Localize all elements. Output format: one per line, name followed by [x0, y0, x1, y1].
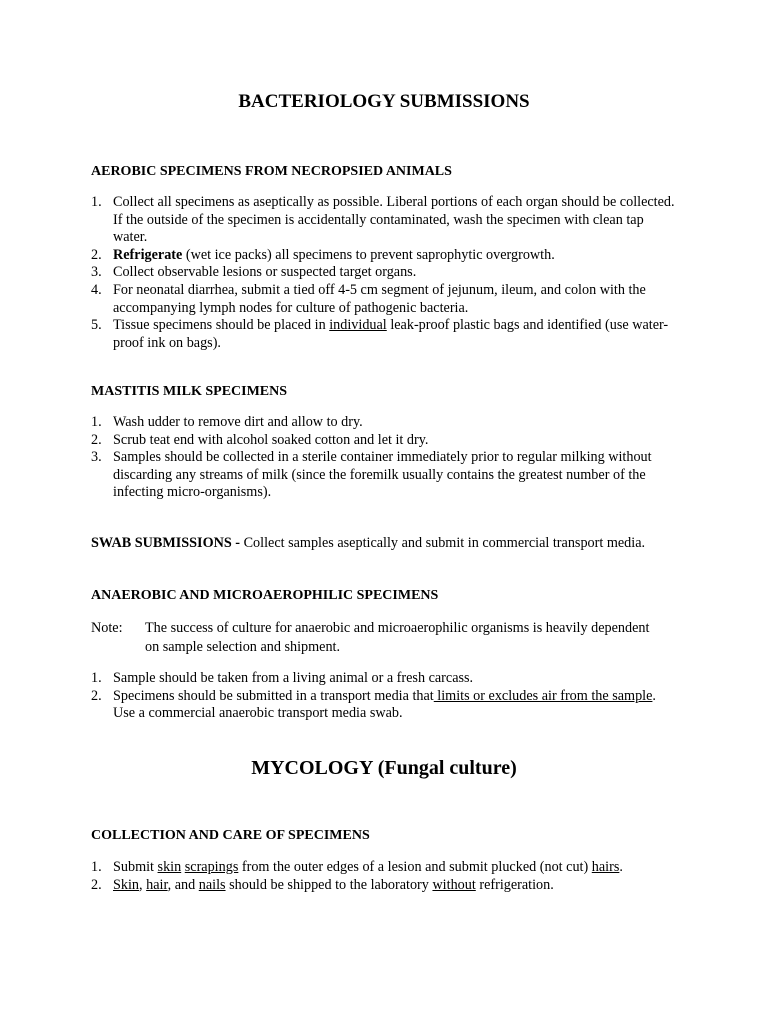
list-item	[91, 414, 681, 432]
underlined-text: nails	[198, 876, 226, 893]
list-number: 5.	[91, 317, 102, 334]
list-item-text: (wet ice packs) all specimens to prevent saprophytic overgrowth.	[182, 246, 555, 263]
page-title: BACTERIOLOGY SUBMISSIONS	[238, 91, 530, 112]
list-item-text: ,	[139, 876, 147, 893]
list-item	[91, 317, 681, 352]
list-number: 1.	[91, 194, 102, 210]
list-number: 2.	[91, 876, 102, 893]
list-item	[91, 859, 681, 877]
list-item-text: For neonatal diarrhea, submit a tied off 4-5 cm segment of jejunum, ileum, and colon with the accompanying lymph nodes for culture of pathogenic bacteria.	[113, 281, 646, 316]
list-item	[91, 670, 681, 688]
paragraph-text: Collect samples aseptically and submit in commercial transport media.	[240, 535, 646, 551]
note-label: Note:	[91, 620, 123, 636]
list-item	[91, 194, 681, 247]
section-heading-swab: SWAB SUBMISSIONS -	[91, 535, 241, 551]
underlined-text: hair	[146, 876, 168, 893]
list-item-text: Samples should be collected in a sterile container immediately prior to regular milking without discarding any streams of milk (since the foremilk usually contains the greatest number of the infecting micro-organisms).	[113, 449, 652, 501]
underlined-text: without	[432, 876, 476, 893]
list-item-text: Tissue specimens should be placed in	[113, 317, 330, 334]
list-number: 2.	[91, 687, 102, 704]
list-item-text: Sample should be taken from a living animal or a fresh carcass.	[113, 670, 474, 686]
list-item-text: should be shipped to the laboratory	[225, 876, 433, 893]
bold-text: Refrigerate	[113, 246, 183, 263]
list-number: 1.	[91, 414, 102, 430]
list-item	[91, 264, 681, 282]
underlined-text: individual	[329, 317, 387, 334]
list-number: 1.	[91, 670, 102, 686]
list-number: 1.	[91, 859, 102, 875]
section-heading-anaerobic: ANAEROBIC AND MICROAEROPHILIC SPECIMENS	[91, 588, 439, 603]
underlined-text: Skin	[113, 876, 140, 893]
mycology-title: MYCOLOGY (Fungal culture)	[251, 757, 517, 779]
note-block	[91, 619, 651, 657]
list-item	[91, 247, 681, 265]
list-item-text: Collect all specimens as aseptically as possible. Liberal portions of each organ should be collected. If the outside of the specimen is accidentally contaminated, wash the specimen with clean tap water.	[113, 194, 675, 246]
list-number: 2.	[91, 246, 102, 263]
list-item-text: .	[619, 859, 623, 875]
swab-paragraph	[91, 534, 661, 553]
section-heading-collection: COLLECTION AND CARE OF SPECIMENS	[91, 828, 370, 843]
list-item	[91, 282, 681, 317]
list-item-text: Submit	[113, 859, 158, 875]
underlined-text: skin	[157, 859, 182, 875]
list-item-text: . Use a commercial anaerobic transport media swab.	[113, 687, 656, 722]
list-item	[91, 877, 681, 895]
underlined-text: scrapings	[184, 859, 239, 875]
list-item	[91, 449, 681, 502]
list-item-text: from the outer edges of a lesion and submit plucked (not cut)	[238, 859, 592, 875]
list-item-text: Wash udder to remove dirt and allow to dry.	[113, 414, 363, 430]
underlined-text: limits or excludes air from the sample	[433, 687, 653, 704]
list-number: 4.	[91, 281, 102, 298]
list-item-text: refrigeration.	[475, 876, 554, 893]
list-item-text: Scrub teat end with alcohol soaked cotton and let it dry.	[113, 431, 429, 448]
list-item	[91, 688, 681, 723]
note-text: The success of culture for anaerobic and microaerophilic organisms is heavily dependent on sample selection and shipment.	[145, 620, 650, 655]
underlined-text: hairs	[591, 859, 620, 875]
aerobic-list	[91, 194, 681, 352]
list-number: 3.	[91, 449, 102, 466]
list-number: 2.	[91, 431, 102, 448]
list-item-text: leak-proof plastic bags and identified (use water-proof ink on bags).	[113, 317, 669, 351]
list-item-text: Specimens should be submitted in a transport media that	[113, 687, 434, 704]
anaerobic-list	[91, 670, 681, 723]
list-item	[91, 432, 681, 450]
list-item-text: , and	[167, 876, 199, 893]
section-heading-aerobic: AEROBIC SPECIMENS FROM NECROPSIED ANIMALS	[91, 164, 452, 179]
mycology-list	[91, 859, 681, 894]
mastitis-list	[91, 414, 681, 502]
section-heading-mastitis: MASTITIS MILK SPECIMENS	[91, 384, 288, 399]
list-item-text: Collect observable lesions or suspected target organs.	[113, 264, 417, 281]
list-number: 3.	[91, 264, 102, 281]
